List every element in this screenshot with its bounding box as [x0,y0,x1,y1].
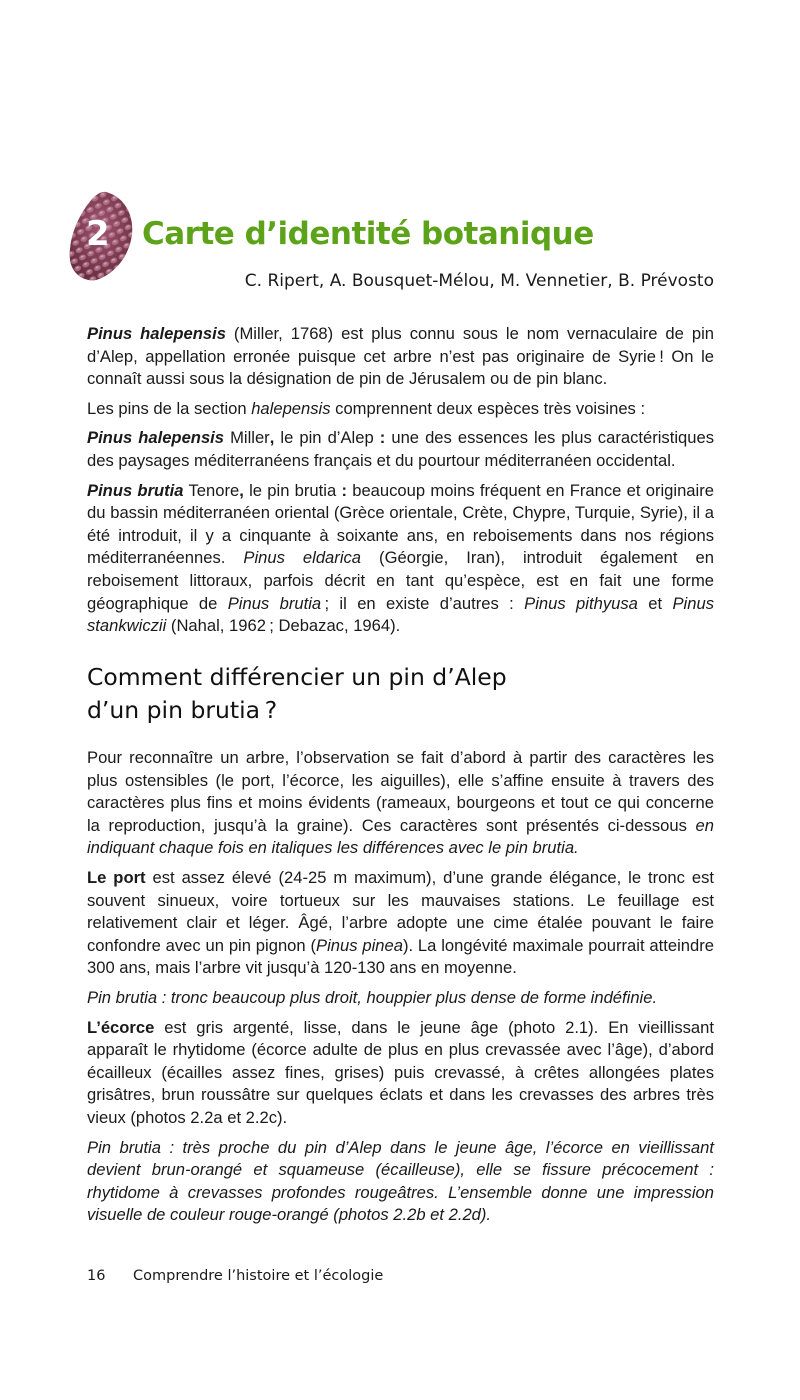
section-title-line: d’un pin brutia ? [87,696,278,724]
punctuation: , [269,428,275,448]
italic-note: en indiquant chaque fois en italiques les différences avec le pin brutia. [87,815,714,858]
intro-paragraph [87,398,714,421]
paragraph-text: Pour reconnaître un arbre, l’observation se fait d’abord à partir des caractères les plus ostensibles (le port, l’écorce, les aiguilles), elle s’affine ensuite à travers des caractères plus fins et moins évidents (rameaux, bourgeons et tout ce qui concerne la reproduction, jusqu’à la graine). Ces caractères sont présentés ci-dessous [87,748,714,835]
species-entry-brutia [87,480,714,638]
punctuation: : [341,480,347,500]
intro-section [87,323,714,645]
species-entry-halepensis [87,427,714,472]
port-paragraph [87,867,714,980]
page-number: 16 [87,1268,106,1284]
species-name: Pinus pithyusa [524,593,638,613]
species-name: Pinus brutia [227,593,322,613]
paragraph-text: comprennent deux espèces très voisines : [330,398,646,418]
paragraph-text: (Miller, 1768) est plus connu sous le nom vernaculaire de pin d’Alep, appellation erronée puisque cet arbre n’est pas originaire de Syrie ! On le connaît aussi sous la désignation de pin de Jérusalem ou de pin blanc. [87,324,714,389]
species-author: Miller [224,428,270,448]
punctuation: : [379,428,386,448]
paragraph-text: beaucoup moins fréquent en France et originaire du bassin méditerranéen oriental (Grèce orientale, Crète, Chypre, Turquie, Syrie), il a été introduit, il y a cinquante à soixante ans, en reboisements dans nos régions méditerranéennes. [87,480,714,568]
paragraph-text: (Nahal, 1962 ; Debazac, 1964). [166,616,401,636]
method-paragraph [87,747,714,860]
species-name: Pinus halepensis [87,428,225,448]
punctuation: , [239,480,244,500]
chapter-header [66,190,746,280]
page-footer [87,1268,383,1284]
species-author: Tenore [183,480,240,500]
paragraph-text: et [637,593,673,613]
common-name: le pin brutia [243,480,342,500]
common-name: le pin d’Alep [274,428,380,448]
species-name: Pinus stankwiczii [87,593,714,636]
chapter-title: Carte d’identité botanique [142,216,594,252]
paragraph-text: Les pins de la section [87,398,252,418]
paragraph-text: ; il en existe d’autres : [321,593,525,613]
chapter-authors: C. Ripert, A. Bousquet-Mélou, M. Vennetier, B. Prévosto [244,271,714,291]
paragraph-text: est assez élevé (24-25 m maximum), d’une grande élégance, le tronc est souvent sinueux, voire tortueux sur les mauvaises stations. Le feuillage est relativement clair et léger. Âgé, l’arbre adopte une cime étalée pouvant le faire confondre avec un pin pignon ( [87,867,714,955]
intro-paragraph [87,323,714,391]
section-name: halepensis [251,398,331,418]
species-name: Pinus halepensis [87,324,226,343]
ecorce-paragraph [87,1017,714,1130]
species-name: Pinus eldarica [243,548,362,568]
chapter-number: 2 [86,214,110,254]
paragraph-text: (Géorgie, Iran), introduit également en reboisement littoraux, parfois décrit en tant qu’espèce, est en fait une forme géographique de [87,548,714,613]
brutia-note: Pin brutia : tronc beaucoup plus droit, houppier plus dense de forme indéfinie. [87,987,658,1007]
paragraph-text: une des essences les plus caractéristiques des paysages méditerranéens français et du pourtour méditerranéen occidental. [87,428,715,470]
species-name: Pinus brutia [87,480,184,500]
paragraph-text: est gris argenté, lisse, dans le jeune âge (photo 2.1). En vieillissant apparaît le rhytidome (écorce adulte de plus en plus crevassée avec l’âge), d’abord écailleux (écailles assez fines, grises) puis crevassé, à crêtes allongées plates grisâtres, brun roussâtre sur quelques éclats et dans les crevasses des arbres très vieux (photos 2.2a et 2.2c). [87,1017,714,1127]
running-title: Comprendre l’histoire et l’écologie [133,1268,384,1284]
section-title [87,661,687,727]
brutia-note: Pin brutia : très proche du pin d’Alep dans le jeune âge, l’écorce en vieillissant devient brun-orangé et squameuse (écailleuse), elle se fissure précocement : rhytidome à crevasses profondes rougeâtres. L’ensemble donne une impression visuelle de couleur rouge-orangé (photos 2.2b et 2.2d). [87,1137,714,1225]
feature-label: Le port [87,867,146,887]
section-title-line: Comment différencier un pin d’Alep [87,663,507,691]
feature-label: L’écorce [87,1017,155,1037]
species-name: Pinus pinea [316,935,403,955]
main-section [87,747,714,1234]
paragraph-text: ). La longévité maximale pourrait atteindre 300 ans, mais l’arbre vit jusqu’à 120-130 ans en moyenne. [87,935,714,978]
